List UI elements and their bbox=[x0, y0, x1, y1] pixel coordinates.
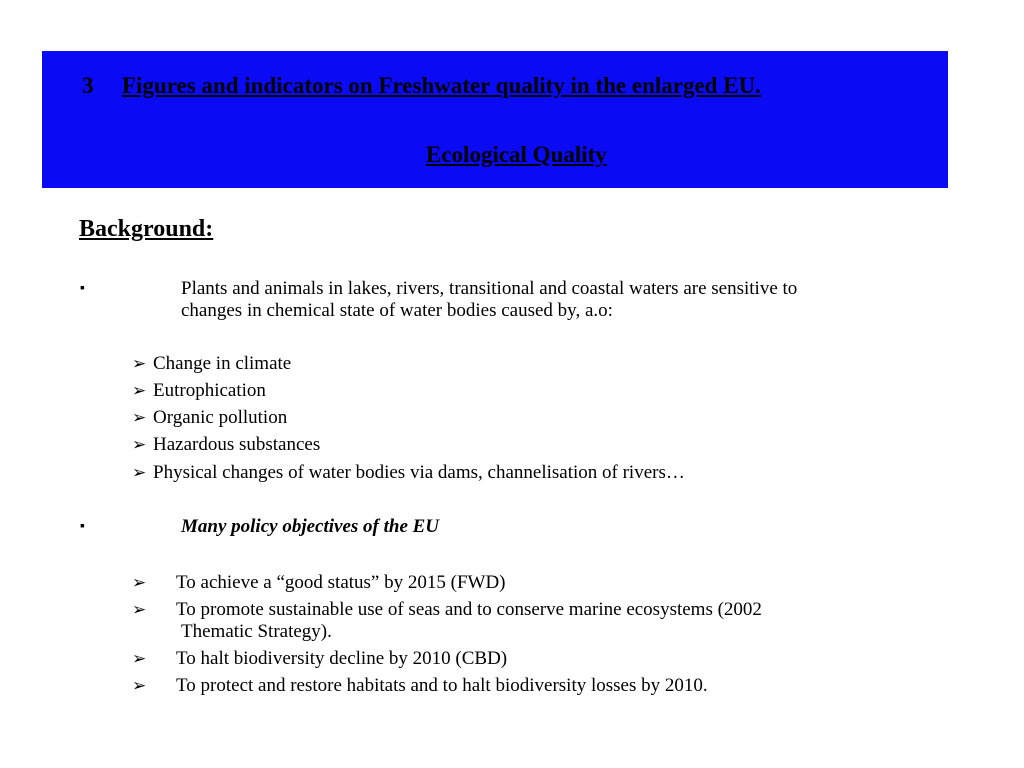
slide-subtitle: Ecological Quality bbox=[426, 142, 607, 167]
slide-title: Figures and indicators on Freshwater quality in the enlarged EU. bbox=[122, 73, 761, 98]
arrow-bullet-icon: ➢ bbox=[132, 463, 147, 482]
cause-item-climate bbox=[132, 353, 291, 375]
objective-good-status: To achieve a “good status” by 2015 (FWD) bbox=[176, 572, 506, 593]
cause-label: Change in climate bbox=[153, 353, 292, 374]
objective-biodiversity-decline: To halt biodiversity decline by 2010 (CBD) bbox=[176, 648, 508, 669]
objective-marine-line-2: Thematic Strategy). bbox=[181, 621, 332, 642]
cause-label: Hazardous substances bbox=[153, 434, 321, 455]
section-number: 3 bbox=[82, 73, 94, 98]
square-bullet-icon: ▪ bbox=[80, 281, 85, 296]
objective-habitats: To protect and restore habitats and to halt biodiversity losses by 2010. bbox=[176, 675, 708, 696]
cause-item-organic-pollution bbox=[132, 407, 287, 429]
arrow-bullet-icon: ➢ bbox=[132, 381, 147, 400]
cause-item-eutrophication bbox=[132, 380, 266, 402]
intro-line-1: Plants and animals in lakes, rivers, transitional and coastal waters are sensitive to bbox=[181, 278, 798, 299]
background-heading: Background: bbox=[79, 216, 214, 242]
arrow-bullet-icon: ➢ bbox=[132, 354, 147, 373]
square-bullet-icon: ▪ bbox=[80, 519, 85, 534]
cause-item-physical-changes bbox=[132, 462, 685, 484]
objective-marine-line-1: To promote sustainable use of seas and to conserve marine ecosystems (2002 bbox=[176, 599, 762, 620]
arrow-bullet-icon: ➢ bbox=[132, 573, 147, 592]
arrow-bullet-icon: ➢ bbox=[132, 600, 147, 619]
arrow-bullet-icon: ➢ bbox=[132, 408, 147, 427]
cause-label: Eutrophication bbox=[153, 380, 266, 401]
cause-label: Organic pollution bbox=[153, 407, 288, 428]
arrow-bullet-icon: ➢ bbox=[132, 676, 147, 695]
intro-line-2: changes in chemical state of water bodies caused by, a.o: bbox=[181, 300, 613, 321]
arrow-bullet-icon: ➢ bbox=[132, 435, 147, 454]
title-banner bbox=[42, 51, 948, 188]
cause-item-hazardous-substances bbox=[132, 434, 320, 456]
cause-label: Physical changes of water bodies via dams, channelisation of rivers… bbox=[153, 462, 685, 483]
policy-heading: Many policy objectives of the EU bbox=[181, 516, 440, 537]
arrow-bullet-icon: ➢ bbox=[132, 649, 147, 668]
